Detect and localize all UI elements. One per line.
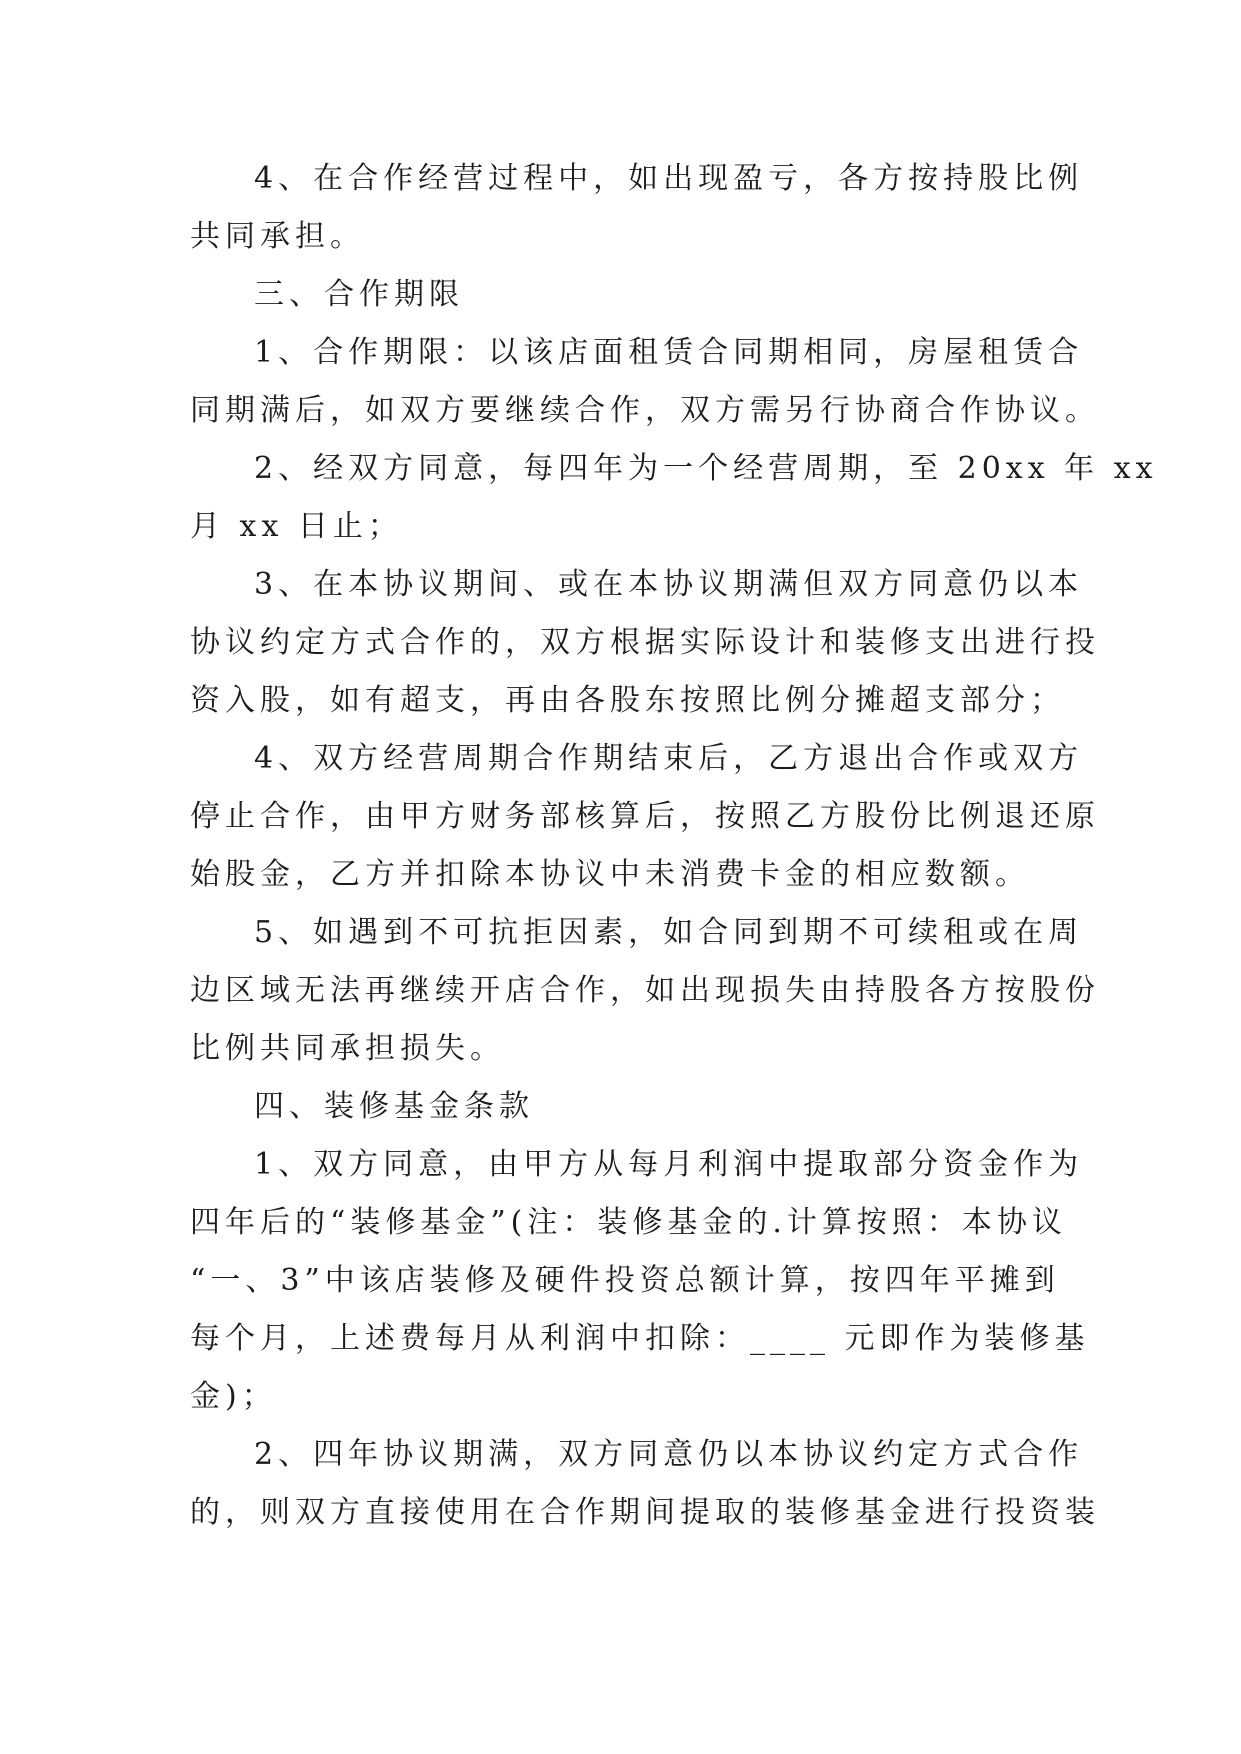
paragraph-line: 4、双方经营周期合作期结束后，乙方退出合作或双方 bbox=[254, 741, 1084, 776]
paragraph-line: 边区域无法再继续开店合作，如出现损失由持股各方按股份 bbox=[190, 973, 1100, 1008]
paragraph-line: “一、3”中该店装修及硬件投资总额计算，按四年平摊到 bbox=[190, 1263, 1060, 1298]
paragraph-line: 的，则双方直接使用在合作期间提取的装修基金进行投资装 bbox=[190, 1495, 1100, 1530]
paragraph-line: 每个月，上述费每月从利润中扣除：____ 元即作为装修基 bbox=[190, 1321, 1090, 1356]
paragraph-line: 资入股，如有超支，再由各股东按照比例分摊超支部分； bbox=[190, 683, 1065, 718]
paragraph-line: 1、合作期限：以该店面租赁合同期相同，房屋租赁合 bbox=[254, 335, 1084, 370]
paragraph-line: 停止合作，由甲方财务部核算后，按照乙方股份比例退还原 bbox=[190, 799, 1100, 834]
paragraph-line: 比例共同承担损失。 bbox=[190, 1031, 505, 1066]
paragraph-line: 金)； bbox=[190, 1379, 277, 1414]
paragraph-line: 协议约定方式合作的，双方根据实际设计和装修支出进行投 bbox=[190, 625, 1100, 660]
section-heading: 三、合作期限 bbox=[254, 277, 464, 312]
paragraph-line: 共同承担。 bbox=[190, 219, 365, 254]
paragraph-line: 四年后的“装修基金”(注：装修基金的.计算按照：本协议 bbox=[190, 1205, 1067, 1240]
paragraph-line: 3、在本协议期间、或在本协议期满但双方同意仍以本 bbox=[254, 567, 1084, 602]
paragraph-line: 5、如遇到不可抗拒因素，如合同到期不可续租或在周 bbox=[254, 915, 1084, 950]
paragraph-line: 1、双方同意，由甲方从每月利润中提取部分资金作为 bbox=[254, 1147, 1084, 1182]
paragraph-line: 4、在合作经营过程中，如出现盈亏，各方按持股比例 bbox=[254, 161, 1084, 196]
paragraph-line: 同期满后，如双方要继续合作，双方需另行协商合作协议。 bbox=[190, 393, 1100, 428]
paragraph-line: 始股金，乙方并扣除本协议中未消费卡金的相应数额。 bbox=[190, 857, 1030, 892]
section-heading: 四、装修基金条款 bbox=[254, 1089, 534, 1124]
paragraph-line: 月 xx 日止； bbox=[190, 509, 403, 544]
paragraph-line: 2、四年协议期满，双方同意仍以本协议约定方式合作 bbox=[254, 1437, 1084, 1472]
document-body bbox=[190, 150, 1158, 1542]
paragraph-line: 2、经双方同意，每四年为一个经营周期，至 20xx 年 xx bbox=[254, 451, 1158, 486]
